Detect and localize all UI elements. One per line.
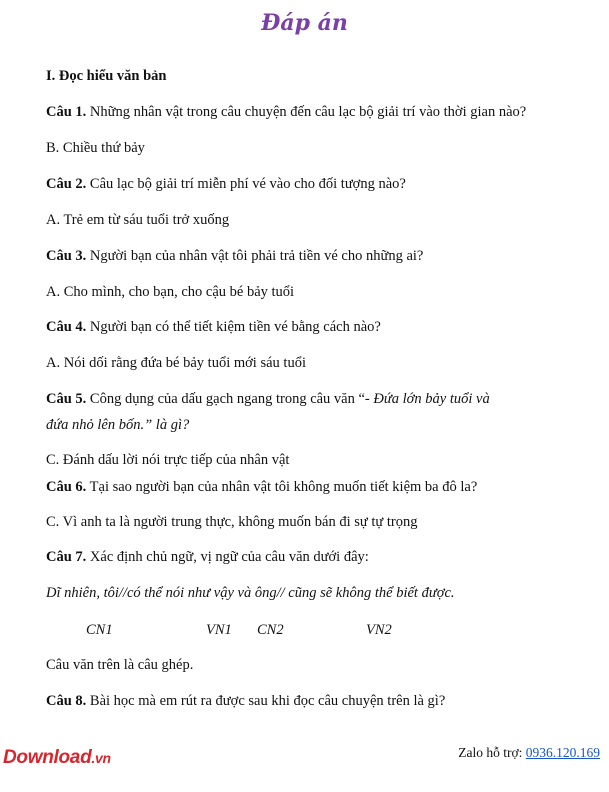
question-label: Câu 4. [46, 319, 87, 335]
question-text: Câu lạc bộ giải trí miễn phí vé vào cho đối tượng nào? [86, 176, 406, 192]
label-vn2: VN2 [366, 622, 392, 638]
question-text: Những nhân vật trong câu chuyện đến câu lạc bộ giải trí vào thời gian nào? [86, 104, 527, 120]
question-text: Bài học mà em rút ra được sau khi đọc câu chuyện trên là gì? [86, 693, 446, 709]
logo-tld: .vn [91, 750, 111, 766]
example-sentence: Dĩ nhiên, tôi//có thể nói như vậy và ông// cũng sẽ không thể biết được. [46, 585, 455, 601]
question-label: Câu 7. [46, 549, 87, 565]
page-title: Đáp án [261, 10, 348, 36]
section-heading: I. Đọc hiểu văn bản [46, 68, 167, 84]
answer-3: A. Cho mình, cho bạn, cho cậu bé bảy tuổi [46, 284, 295, 300]
question-5-continued: đứa nhỏ lên bốn.” là gì? [46, 417, 190, 433]
question-1 [46, 103, 526, 121]
question-quote: Đứa lớn bảy tuổi và [373, 391, 490, 407]
question-text: Người bạn có thể tiết kiệm tiền vé bằng cách nào? [86, 319, 381, 335]
logo-main: Download [3, 747, 92, 768]
question-label: Câu 2. [46, 176, 87, 192]
question-2 [46, 175, 406, 193]
question-text: Người bạn của nhân vật tôi phải trả tiền vé cho những ai? [86, 248, 424, 264]
conclusion: Câu văn trên là câu ghép. [46, 657, 194, 673]
label-vn1: VN1 [206, 622, 232, 638]
question-6 [46, 478, 477, 496]
zalo-support [458, 745, 600, 761]
zalo-phone-link[interactable]: 0936.120.169 [525, 745, 600, 760]
question-8 [46, 692, 445, 710]
answer-6: C. Vì anh ta là người trung thực, không muốn bán đi sự tự trọng [46, 514, 418, 530]
question-3 [46, 247, 423, 265]
question-label: Câu 3. [46, 248, 87, 264]
download-logo[interactable] [3, 747, 111, 769]
label-cn2: CN2 [257, 622, 284, 638]
answer-2: A. Trẻ em từ sáu tuổi trở xuống [46, 212, 230, 228]
question-text: Xác định chủ ngữ, vị ngữ của câu văn dưới đây: [86, 549, 369, 565]
question-label: Câu 5. [46, 391, 87, 407]
answer-5: C. Đánh dấu lời nói trực tiếp của nhân vật [46, 452, 290, 468]
zalo-label: Zalo hỗ trợ: [458, 745, 526, 760]
question-text: Công dụng của dấu gạch ngang trong câu văn “- [86, 391, 374, 407]
question-text: Tại sao người bạn của nhân vật tôi không muốn tiết kiệm ba đô la? [86, 479, 478, 495]
question-7 [46, 548, 369, 566]
question-label: Câu 1. [46, 104, 87, 120]
label-cn1: CN1 [86, 622, 113, 638]
answer-1: B. Chiều thứ bảy [46, 140, 145, 156]
question-5 [46, 390, 490, 408]
question-4 [46, 318, 381, 336]
question-label: Câu 6. [46, 479, 87, 495]
answer-4: A. Nói dối rằng đứa bé bảy tuổi mới sáu tuổi [46, 355, 306, 371]
question-label: Câu 8. [46, 693, 87, 709]
